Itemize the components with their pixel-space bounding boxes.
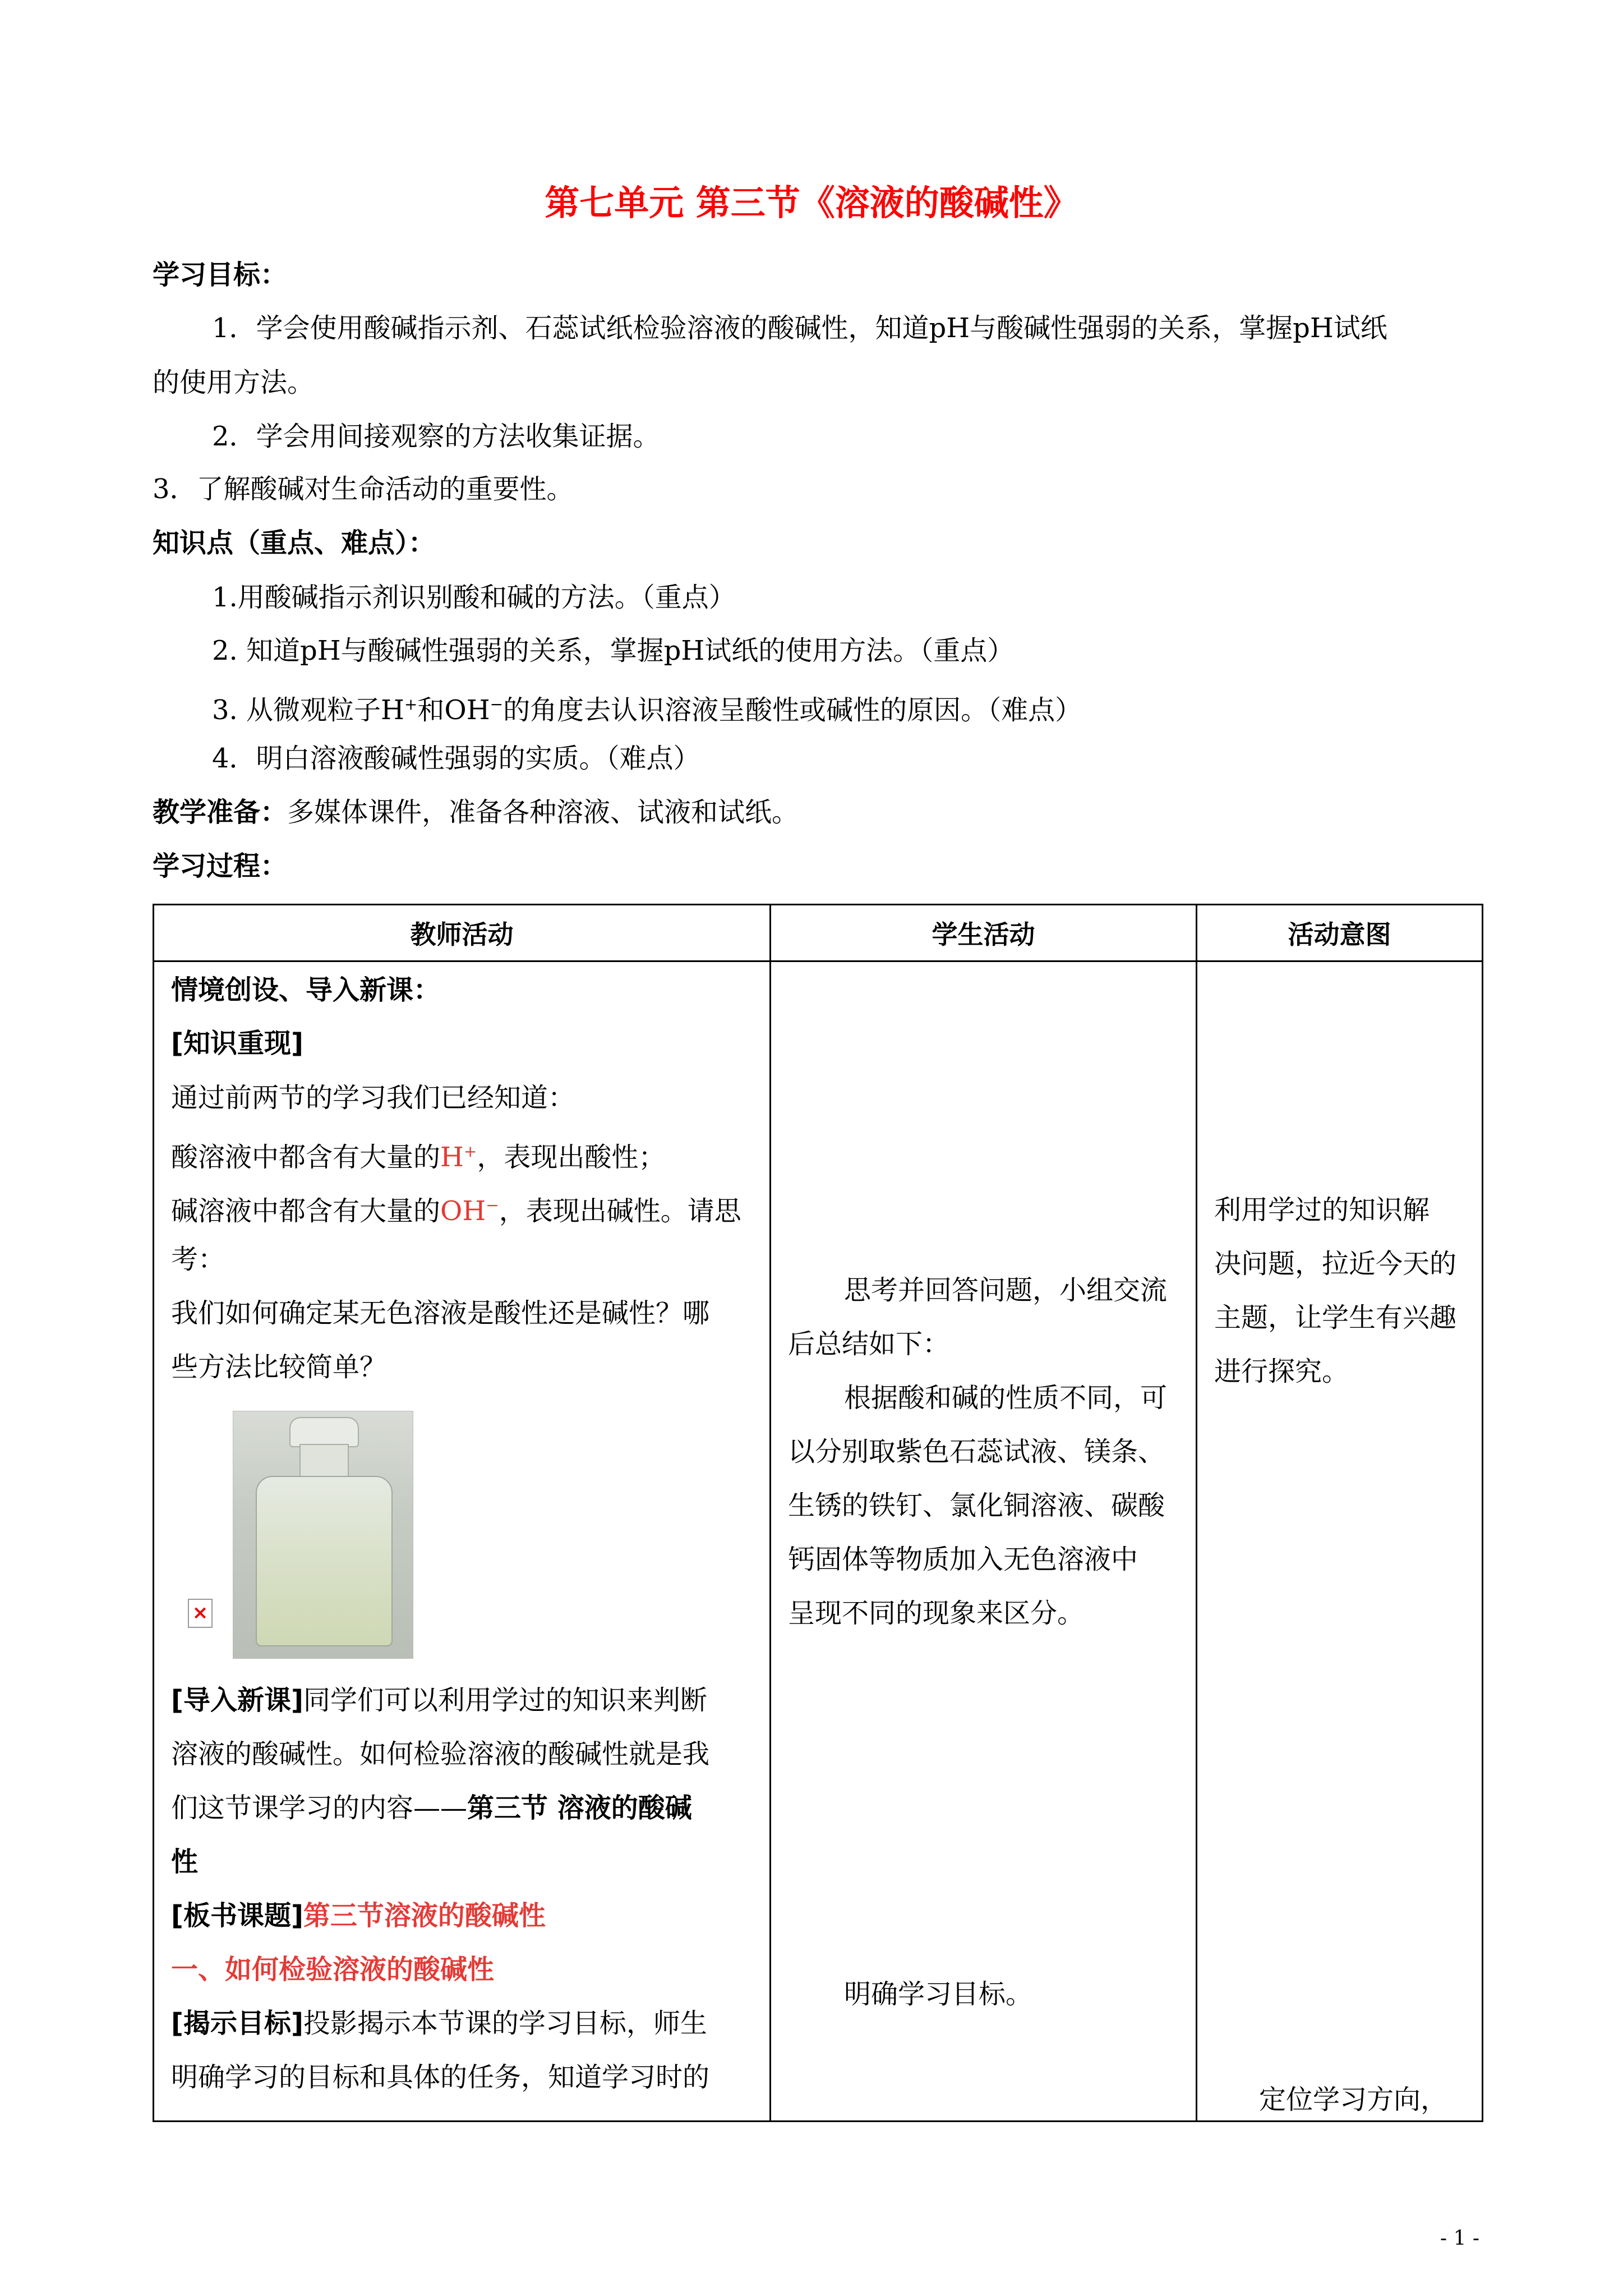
- bottle-neck: [299, 1444, 349, 1480]
- oh-ion: OH: [440, 1195, 486, 1227]
- knowledge-3: [212, 688, 1082, 727]
- objective-1-line-1: 1．学会使用酸碱指示剂、石蕊试纸检验溶液的酸碱性，知道pH与酸碱性强弱的关系，掌握pH试纸: [212, 312, 1387, 344]
- student-line-6: 钙固体等物质加入无色溶液中: [788, 1544, 1138, 1575]
- teacher-line-7: 我们如何确定某无色溶液是酸性还是碱性？哪: [171, 1297, 710, 1329]
- knowledge-3-mid: 和OH: [417, 694, 490, 726]
- teacher-line-10: 溶液的酸碱性。如何检验溶液的酸碱性就是我: [171, 1738, 710, 1770]
- teacher-line-11: [171, 1791, 692, 1825]
- objective-2: 2．学会用间接观察的方法收集证据。: [212, 421, 660, 452]
- student-line-7: 呈现不同的现象来区分。: [788, 1598, 1085, 1629]
- student-line-2: 后总结如下：: [788, 1328, 950, 1360]
- bottle-body: [256, 1476, 393, 1646]
- learning-process-table: [153, 904, 1483, 2122]
- page-number: - 1 -: [1440, 2227, 1479, 2250]
- header-teacher-activity: 教师活动: [154, 905, 771, 961]
- teacher-line-13: [171, 1899, 546, 1932]
- document-title: 第七单元 第三节《溶液的酸碱性》: [545, 182, 1078, 223]
- intent-line-4: 进行探究。: [1214, 1356, 1349, 1387]
- intent-line-2: 决问题，拉近今天的: [1214, 1248, 1457, 1280]
- knowledge-heading: 知识点（重点、难点）：: [153, 527, 436, 559]
- teacher-line-11-pre: 们这节课学习的内容——: [171, 1792, 468, 1824]
- student-line-1: 思考并回答问题，小组交流: [844, 1274, 1168, 1306]
- h-ion: H: [440, 1142, 464, 1173]
- section-heading-1: 一、如何检验溶液的酸碱性: [171, 1954, 495, 1985]
- knowledge-4: 4．明白溶液酸碱性强弱的实质。（难点）: [212, 743, 700, 774]
- prep-text: 多媒体课件，准备各种溶液、试液和试纸。: [287, 797, 799, 828]
- student-line-5: 生锈的铁钉、氯化铜溶液、碳酸: [788, 1490, 1165, 1521]
- teacher-line-15: [171, 2007, 707, 2040]
- teacher-line-2: [知识重现]: [171, 1028, 303, 1059]
- oh-ion-charge: −: [490, 695, 504, 714]
- bottle-stopper: [289, 1417, 359, 1447]
- intro-text: 同学们可以利用学过的知识来判断: [303, 1685, 707, 1716]
- teacher-line-1: 情境创设、导入新课：: [171, 974, 441, 1006]
- reagent-bottle-image: [233, 1411, 413, 1659]
- intent-line-1: 利用学过的知识解: [1214, 1194, 1430, 1226]
- teacher-line-5-post: ，表现出碱性。请思: [499, 1195, 741, 1227]
- header-student-activity: 学生活动: [771, 905, 1197, 961]
- lesson-name: 第三节 溶液的酸碱: [467, 1792, 692, 1824]
- oh-ion-sup: −: [486, 1196, 499, 1214]
- student-line-4: 以分别取紫色石蕊试液、镁条、: [788, 1436, 1165, 1467]
- process-heading: 学习过程：: [153, 850, 288, 882]
- broken-image-icon: ×: [188, 1599, 213, 1628]
- table-row: [154, 961, 1483, 2122]
- teacher-line-9: [171, 1683, 707, 1717]
- table-header-row: [154, 905, 1483, 961]
- teacher-line-6: 考：: [171, 1244, 225, 1275]
- objectives-heading: 学习目标：: [153, 259, 288, 291]
- student-line-3: 根据酸和碱的性质不同，可: [844, 1382, 1168, 1414]
- knowledge-1: 1.用酸碱指示剂识别酸和碱的方法。（重点）: [212, 582, 736, 613]
- reveal-goal-label: [揭示目标]: [171, 2008, 303, 2039]
- student-line-8: 明确学习目标。: [844, 1978, 1033, 2010]
- prep-line: [153, 795, 799, 829]
- teacher-line-3: 通过前两节的学习我们已经知道：: [171, 1082, 575, 1114]
- reveal-goal-text: 投影揭示本节课的学习目标，师生: [303, 2008, 707, 2039]
- h-ion-sup: +: [463, 1142, 477, 1161]
- teacher-line-12: 性: [171, 1846, 199, 1878]
- board-title: 第三节溶液的酸碱性: [303, 1900, 546, 1931]
- prep-label: 教学准备：: [153, 797, 288, 828]
- board-title-label: [板书课题]: [171, 1900, 303, 1931]
- intro-label: [导入新课]: [171, 1685, 303, 1716]
- header-activity-intent: 活动意图: [1197, 905, 1483, 961]
- objective-3: 3．了解酸碱对生命活动的重要性。: [153, 473, 574, 505]
- teacher-line-8: 些方法比较简单？: [171, 1351, 387, 1383]
- knowledge-3-post: 的角度去认识溶液呈酸性或碱性的原因。（难点）: [503, 694, 1082, 726]
- teacher-line-4-post: ，表现出酸性；: [477, 1142, 666, 1173]
- knowledge-3-pre: 3. 从微观粒子H: [212, 694, 404, 726]
- h-ion-charge: +: [404, 695, 418, 714]
- student-activity-cell: [771, 961, 1197, 2122]
- teacher-activity-cell: [154, 961, 771, 2122]
- intent-line-5: 定位学习方向，: [1259, 2084, 1448, 2115]
- teacher-line-16: 明确学习的目标和具体的任务，知道学习时的: [171, 2062, 710, 2093]
- teacher-line-5: [171, 1189, 741, 1228]
- teacher-line-4-pre: 酸溶液中都含有大量的: [171, 1142, 441, 1173]
- intent-line-3: 主题，让学生有兴趣: [1214, 1302, 1457, 1333]
- teacher-line-4: [171, 1135, 665, 1174]
- teacher-line-5-pre: 碱溶液中都含有大量的: [171, 1195, 441, 1227]
- knowledge-2: 2. 知道pH与酸碱性强弱的关系，掌握pH试纸的使用方法。（重点）: [212, 635, 1015, 666]
- objective-1-line-2: 的使用方法。: [153, 367, 315, 398]
- activity-intent-cell: [1197, 961, 1483, 2122]
